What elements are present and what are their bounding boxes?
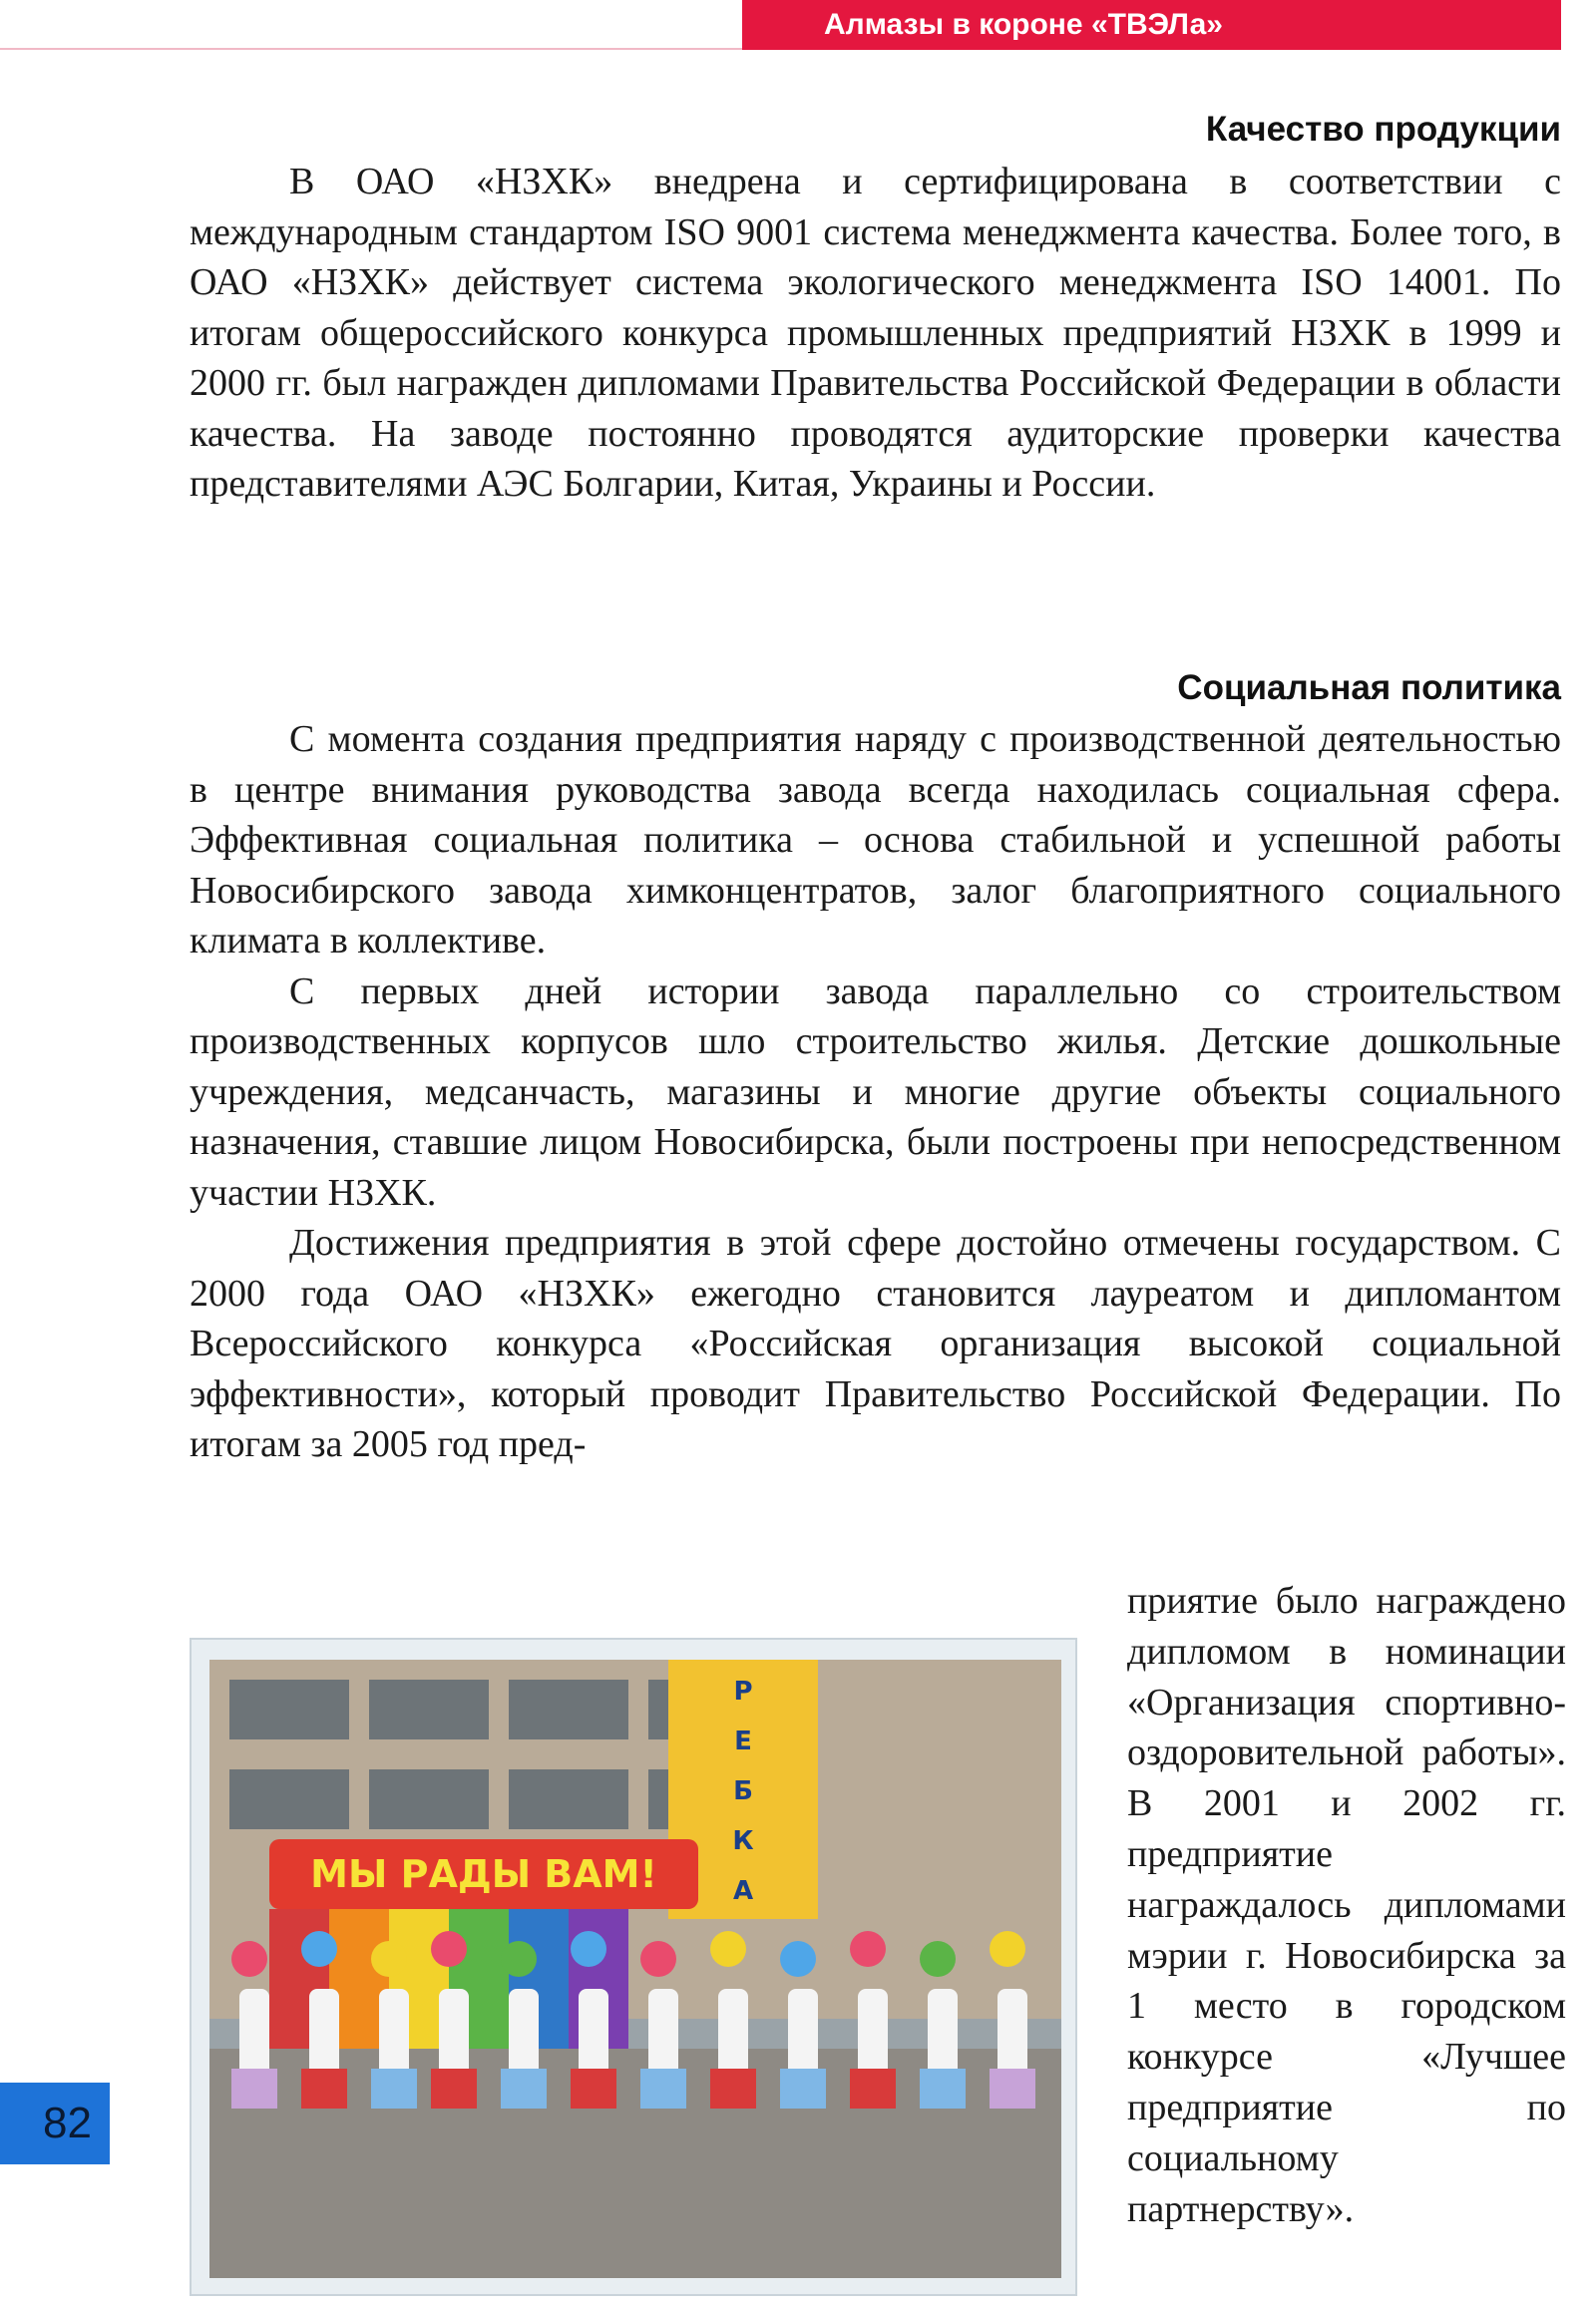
paragraph: С момента создания предприятия наряду с производственной деятельностью в центре внимания руководства завода всегда находилась социальная сфера. Эффективная социальная политика – основа стабильной и успешной работы Новосибирского завода химконцентратов, залог благоприятного социального климата в коллективе. bbox=[190, 718, 1561, 962]
paragraph: Достижения предприятия в этой сфере достойно отмечены государством. С 2000 года ОАО «НЗХК» ежегодно становится лауреатом и дипломантом Всероссийского конкурса «Российская организация высокой социальной эффективности», который проводит Правительство Российской Федерации. По итогам за 2005 год пред- bbox=[190, 1222, 1561, 1465]
vertical-sign-letter: Р bbox=[733, 1677, 753, 1707]
section-heading-social: Социальная политика bbox=[1177, 668, 1561, 707]
section-body-quality bbox=[190, 157, 1561, 510]
photo-illustration bbox=[209, 1660, 1061, 2278]
vertical-sign-letter: К bbox=[732, 1826, 754, 1856]
photo-children-performance bbox=[190, 1638, 1077, 2296]
vertical-sign-letter: Е bbox=[734, 1727, 752, 1756]
page-number: 82 bbox=[0, 2083, 110, 2164]
section-heading-quality: Качество продукции bbox=[1205, 110, 1561, 149]
running-header-title: Алмазы в короне «ТВЭЛа» bbox=[824, 8, 1223, 41]
paragraph: В ОАО «НЗХК» внедрена и сертифицирована в соответствии с международным стандартом ISO 9001 система менеджмента качества. Более того, в ОАО «НЗХК» действует система экологического менеджмента ISO 14001. По итогам общероссийского конкурса промышленных предприятий НЗХК в 1999 и 2000 гг. был награжден дипломами Правительства Российской Федерации в области качества. На заводе постоянно проводятся аудиторские проверки качества представителями АЭС Болгарии, Китая, Украины и России. bbox=[190, 161, 1561, 505]
running-header bbox=[742, 0, 1561, 50]
photo-banner-text: МЫ РАДЫ ВАМ! bbox=[310, 1852, 657, 1896]
vertical-sign-letter: А bbox=[732, 1876, 754, 1906]
section-body-social bbox=[190, 714, 1561, 1470]
paragraph: С первых дней истории завода параллельно со строительством производственных корпусов шло строительство жилья. Детские дошкольные учреждения, медсанчасть, магазины и многие другие объекты социального назначения, ставшие лицом Новосибирска, были построены при непосредственном участии НЗХК. bbox=[190, 969, 1561, 1214]
vertical-sign-letter: Б bbox=[733, 1776, 753, 1806]
header-rule bbox=[0, 48, 742, 50]
section-body-social-wrap: приятие было награждено дипломом в номинации «Организация спортивно-оздоровительной работы». В 2001 и 2002 гг. предприятие награждалось дипломами мэрии г. Новосибирска за 1 место в городском конкурсе «Лучшее предприятие по социальному партнерству». bbox=[1127, 1580, 1566, 2230]
